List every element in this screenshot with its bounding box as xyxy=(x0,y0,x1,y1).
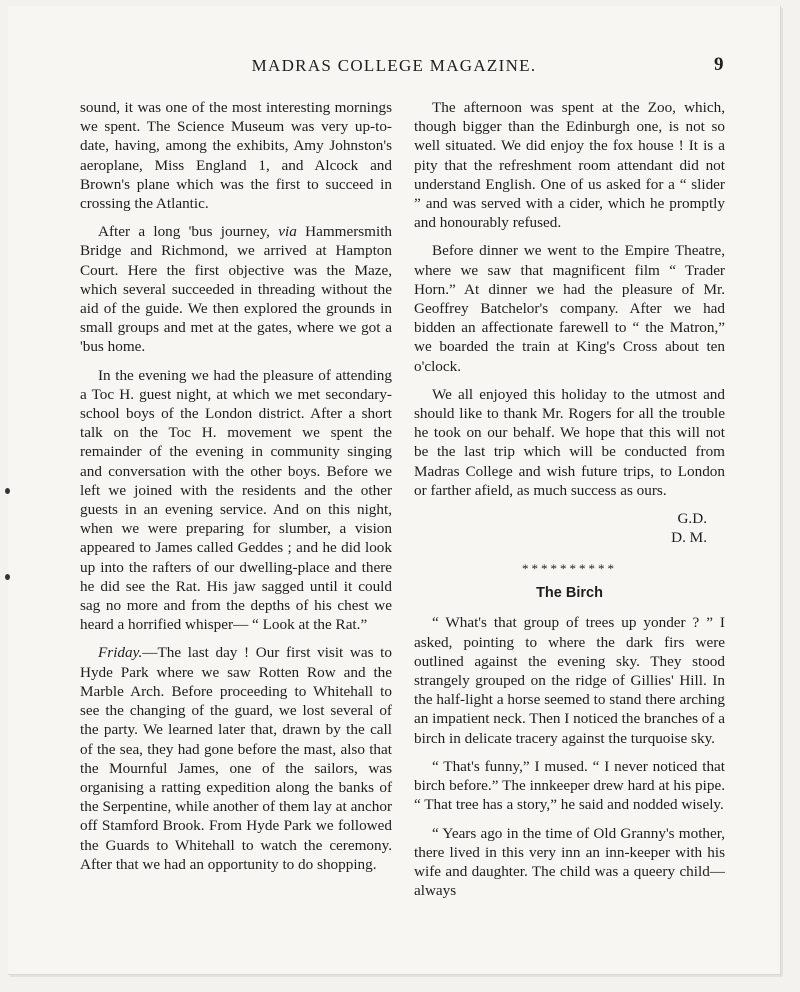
paragraph-empire-theatre: Before dinner we went to the Empire Theatre, where we saw that magnificent film “ Trader Horn.” At dinner we had the pleasure of Mr. Geoffrey Batchelor's company. After we had bidden an affectionate farewell to “ the Matron,” we boarded the train at King's Cross about ten o'clock. xyxy=(414,242,725,375)
right-column xyxy=(414,98,725,909)
page-number: 9 xyxy=(714,54,724,75)
paragraph-story: “ What's that group of trees up yonder ? ” I asked, pointing to where the dark firs were outlined against the evening sky. They stood strangely grouped on the ridge of Gillies' Hill. In the half-light a horse seemed to stand there arching an impatient neck. Then I noticed the branches of a birch in delicate tracery against the turquoise sky. xyxy=(414,614,725,747)
paragraph-zoo: The afternoon was spent at the Zoo, which, though bigger than the Edinburgh one, is not so well situated. We did enjoy the fox house ! It is a pity that the refreshment room attendant did not understand English. One of us asked for a “ slider ” and was served with a cider, which he promptly and honourably refused. xyxy=(414,99,725,232)
story-title: The Birch xyxy=(536,585,603,602)
paragraph-thanks: We all enjoyed this holiday to the utmost and should like to thank Mr. Rogers for all the trouble he took on our behalf. We hope that this will not be the last trip which will be conducted from Madras College and wish future trips, to London or farther afield, as much success as ours. xyxy=(414,385,725,499)
section-divider: ********** xyxy=(522,561,617,577)
running-header: MADRAS COLLEGE MAGAZINE. xyxy=(251,56,537,75)
margin-mark xyxy=(5,488,10,494)
signature-block xyxy=(414,509,725,547)
signature-initials: G.D. xyxy=(677,510,707,528)
paragraph-text: —The last day ! Our first visit was to Hyde Park where we saw Rotten Row and the Marble Arch. Before proceeding to Whitehall to see the changing of the guard, we lost several of the party. We learned later that, drawn by the call of the sea, they had gone before the mast, also that the Mournful James, one of the sailors, was organising a ratting expedition along the banks of the Serpentine, while another of them lay at anchor off Stamford Brook. From Hyde Park we followed the Guards to Whitehall to watch the ceremony. After that we had an opportunity to do shopping. xyxy=(80,644,392,873)
paragraph-story: “ That's funny,” I mused. “ I never noticed that birch before.” The innkeeper drew hard at his pipe. “ That tree has a story,” he said and nodded wisely. xyxy=(414,757,725,814)
paragraph-story: “ Years ago in the time of Old Granny's mother, there lived in this very inn an inn-keeper with his wife and daughter. The child was a queery child—always xyxy=(414,824,725,900)
paragraph-hampton-court xyxy=(80,222,392,356)
paragraph-science-museum: sound, it was one of the most interesting mornings we spent. The Science Museum was very up-to-date, having, among the exhibits, Amy Johnston's aeroplane, Miss England 1, and Alcock and Brown's plane which was the first to succeed in crossing the Atlantic. xyxy=(80,99,392,213)
magazine-page xyxy=(8,6,781,975)
left-column xyxy=(80,98,392,883)
paragraph-friday xyxy=(80,643,392,873)
paragraph-text: After a long 'bus journey, xyxy=(98,223,279,241)
italic-friday: Friday. xyxy=(98,644,143,662)
paragraph-toc-h: In the evening we had the pleasure of attending a Toc H. guest night, at which we met secondary-school boys of the London district. After a short talk on the Toc H. movement we spent the remainder of the evening in community singing and conversation with the other boys. Before we left we joined with the residents and the other guests in an evening service. And on this night, when we were preparing for slumber, a vision appeared to James called Geddes ; and he did look up into the rafters of our dwelling-place and there he did see the Rat. His jaw sagged until it could sag no more and from the depths of his chest we heard a horrified whisper— “ Look at the Rat.” xyxy=(80,366,392,634)
signature-initials: D. M. xyxy=(671,529,707,547)
italic-via: via xyxy=(278,223,297,241)
margin-mark xyxy=(5,574,10,580)
paragraph-text: Hammersmith Bridge and Richmond, we arrived at Hampton Court. Here the first objective was the Maze, which several succeeded in threading without the aid of the guide. We then explored the grounds in small groups and met at the gates, where we got a 'bus home. xyxy=(80,223,393,356)
